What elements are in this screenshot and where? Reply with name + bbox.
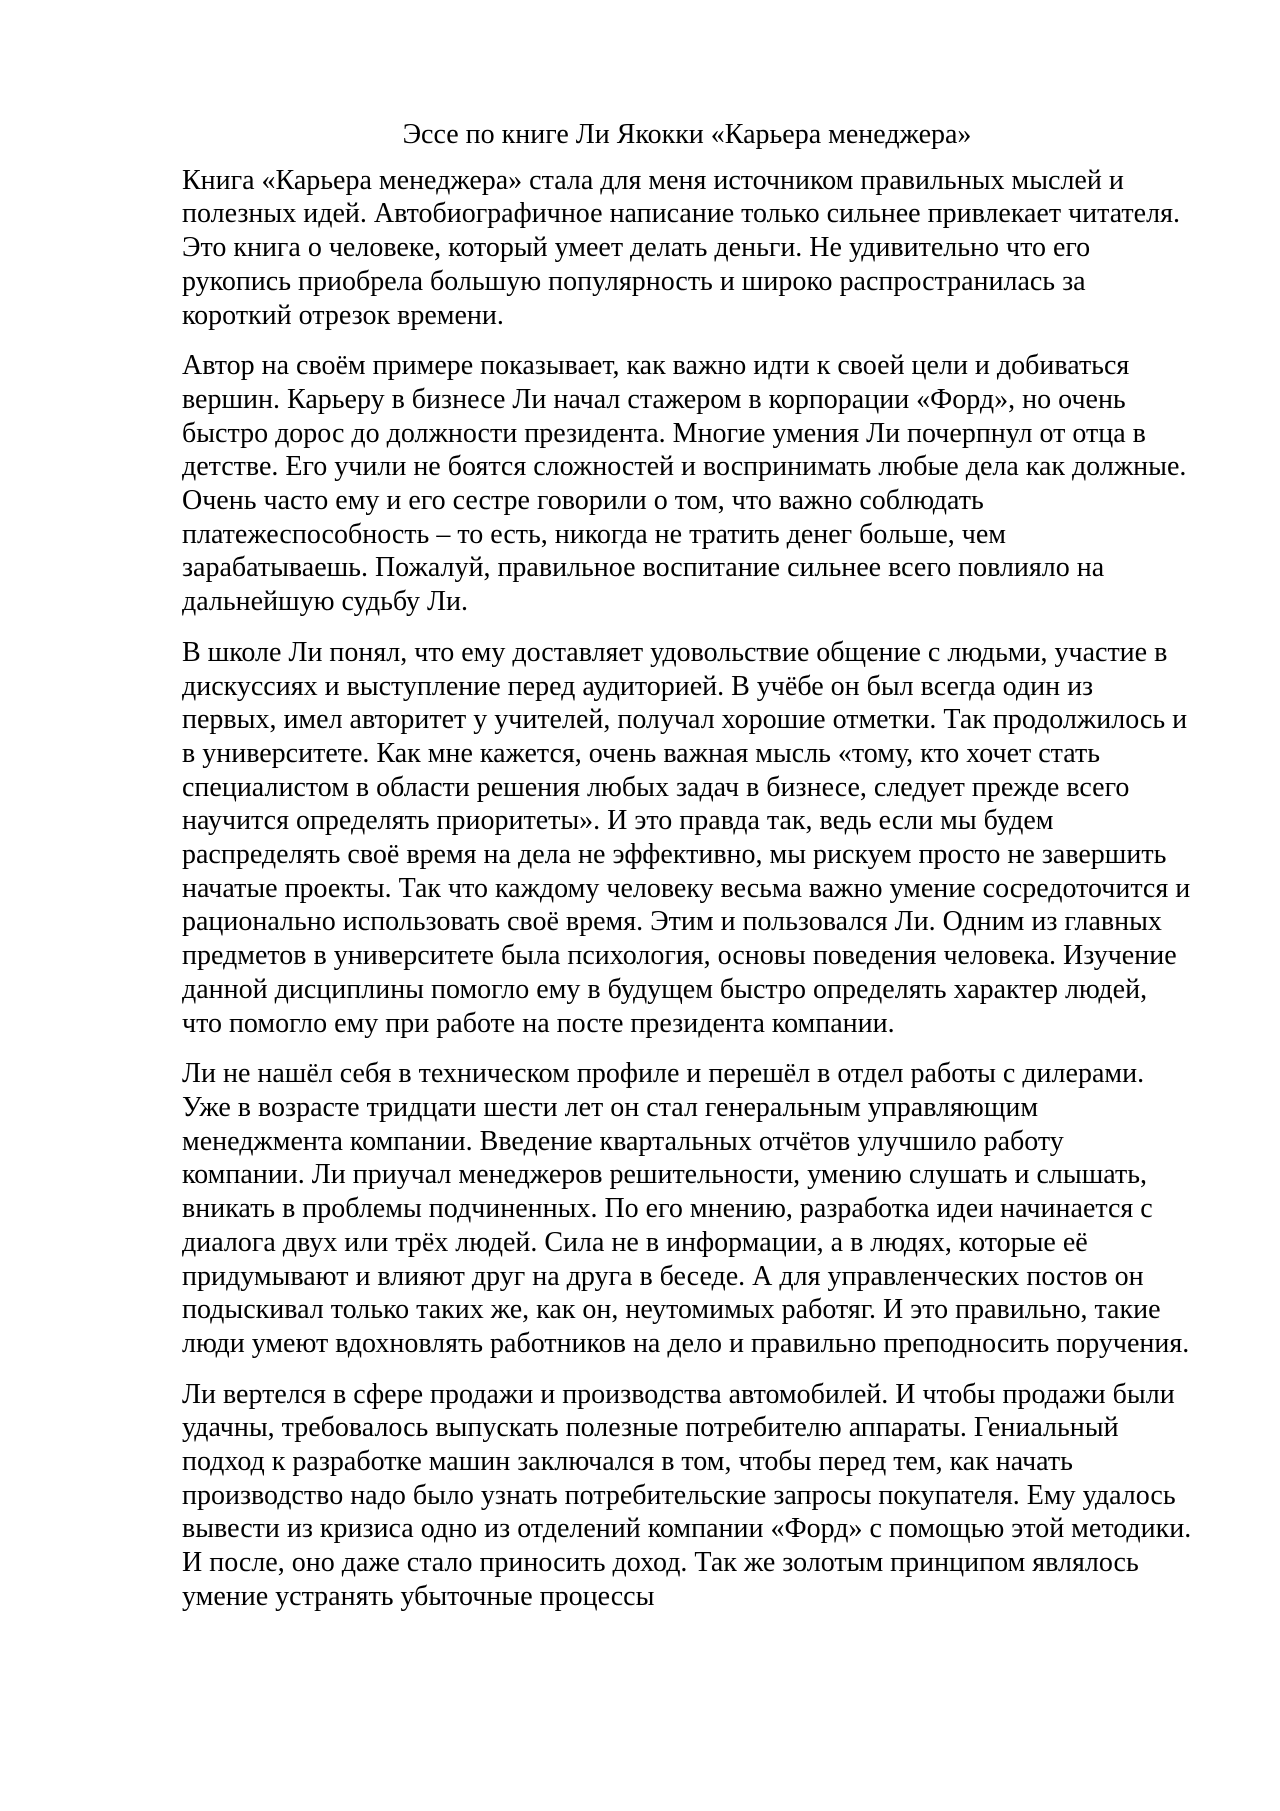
paragraph-3: В школе Ли понял, что ему доставляет удовольствие общение с людьми, участие в дискуссиях и выступление перед аудиторией. В учёбе он был всегда один из первых, имел авторитет у учителей, получал хорошие отметки. Так продолжилось и в университете. Как мне кажется, очень важная мысль «тому, кто хочет стать специалистом в области решения любых задач в бизнесе, следует прежде всего научится определять приоритеты». И это правда так, ведь если мы будем распределять своё время на дела не эффективно, мы рискуем просто не завершить начатые проекты. Так что каждому человеку весьма важно умение сосредоточится и рационально использовать своё время. Этим и пользовался Ли. Одним из главных предметов в университете была психология, основы поведения человека. Изучение данной дисциплины помогло ему в будущем быстро определять характер людей, что помогло ему при работе на посте президента компании. — [182, 636, 1191, 1039]
paragraph-5: Ли вертелся в сфере продажи и производства автомобилей. И чтобы продажи были удачны, требовалось выпускать полезные потребителю аппараты. Гениальный подход к разработке машин заключался в том, чтобы перед тем, как начать производство надо было узнать потребительские запросы покупателя. Ему удалось вывести из кризиса одно из отделений компании «Форд» с помощью этой методики. И после, оно даже стало приносить доход. Так же золотым принципом являлось умение устранять убыточные процессы — [182, 1378, 1192, 1612]
paragraph-4: Ли не нашёл себя в техническом профиле и перешёл в отдел работы с дилерами. Уже в возрасте тридцати шести лет он стал генеральным управляющим менеджмента компании. Введение квартальных отчётов улучшило работу компании. Ли приучал менеджеров решительности, умению слушать и слышать, вникать в проблемы подчиненных. По его мнению, разработка идеи начинается с диалога двух или трёх людей. Сила не в информации, а в людях, которые её придумывают и влияют друг на друга в беседе. А для управленческих постов он подыскивал только таких же, как он, неутомимых работяг. И это правильно, такие люди умеют вдохновлять работников на дело и правильно преподносить поручения. — [182, 1058, 1190, 1359]
document-page — [182, 118, 1192, 1631]
document-title: Эссе по книге Ли Якокки «Карьера менеджера» — [402, 119, 972, 150]
paragraph-2: Автор на своём примере показывает, как важно идти к своей цели и добиваться вершин. Карьеру в бизнесе Ли начал стажером в корпорации «Форд», но очень быстро дорос до должности президента. Многие умения Ли почерпнул от отца в детстве. Его учили не боятся сложностей и воспринимать любые дела как должные. Очень часто ему и его сестре говорили о том, что важно соблюдать платежеспособность – то есть, никогда не тратить денег больше, чем зарабатываешь. Пожалуй, правильное воспитание сильнее всего повлияло на дальнейшую судьбу Ли. — [182, 350, 1187, 618]
paragraph-1: Книга «Карьера менеджера» стала для меня источником правильных мыслей и полезных идей. Автобиографичное написание только сильнее привлекает читателя. Это книга о человеке, который умеет делать деньги. Не удивительно что его рукопись приобрела большую популярность и широко распространилась за короткий отрезок времени. — [182, 164, 1180, 331]
